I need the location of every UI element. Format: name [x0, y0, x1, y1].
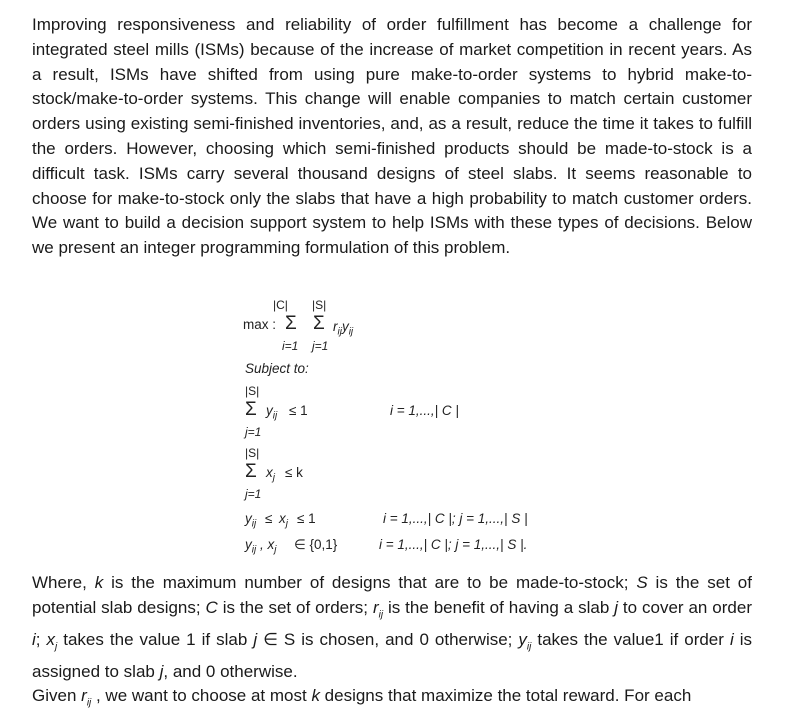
c2-term: $x_j$	[266, 465, 275, 484]
c2-sum-upper: |S|	[245, 446, 260, 460]
sum-symbol-i: Σ	[285, 313, 297, 334]
c3-lhs: $y_{ij}$	[245, 511, 257, 530]
c1-rhs: ≤ 1	[289, 403, 308, 418]
c4-domain: ∈ {0,1}	[294, 537, 338, 552]
c1-sum-lower: j=1	[245, 425, 262, 439]
c2-sum-symbol: Σ	[245, 461, 257, 482]
c4-vars: $y_{ij}$ , $x_j$	[245, 537, 277, 556]
c2-sum-lower: j=1	[245, 487, 262, 501]
sum-upper-s: |S|	[312, 298, 327, 312]
objective-term: $r_{ij}y_{ij}$	[333, 319, 354, 338]
c1-term: $y_{ij}$	[266, 403, 278, 422]
c3-range: i = 1,...,| C |; j = 1,...,| S |	[383, 511, 528, 526]
subject-to-label: Subject to:	[245, 361, 309, 376]
intro-paragraph: Improving responsiveness and reliability of order fulfillment has become a challenge for integrated steel mills (ISMs) because of the increase of market competition in recent years. As a result, ISMs have shifted from using pure make-to-order systems to hybrid make-to-stock/make-to-order systems. This change will enable companies to match certain customer orders using existing semi-finished inventories, and, as a result, reduce the time it takes to fulfill the orders. However, choosing which semi-finished products should be made-to-stock is a difficult task. ISMs carry several thousand designs of steel slabs. It seems reasonable to choose for make-to-stock only the slabs that have a high probability to match customer orders. We want to build a decision support system to help ISMs with these types of decisions. Below we present an integer programming formulation of this problem.	[32, 15, 752, 258]
sum-symbol-j: Σ	[313, 313, 325, 334]
c3-var: $x_j$	[279, 511, 288, 530]
c1-sum-upper: |S|	[245, 384, 260, 398]
c3-rhs: ≤ 1	[297, 511, 316, 526]
sum-lower-j: j=1	[312, 339, 329, 353]
objective-prefix: max :	[243, 317, 277, 332]
c1-sum-symbol: Σ	[245, 399, 257, 420]
c1-range: i = 1,...,| C |	[390, 403, 459, 418]
closing-paragraph: Given $r_{ij}$ , we want to choose at most k designs that maximize the total reward. For each	[32, 686, 692, 709]
c4-range: i = 1,...,| C |; j = 1,...,| S |.	[379, 537, 528, 552]
definitions-paragraph: Where, k is the maximum number of designs that are to be made-to-stock; S is the set of potential slab designs; C is the set of orders; $r_{ij}$ is the benefit of having a slab j to cover an order i; $x_j$ takes the value 1 if slab j ∈ S is chosen, and 0 otherwise; $y_{ij}$ takes the value1 if order i is assigned to slab j, and 0 otherwise.	[32, 573, 752, 682]
c3-mid: ≤	[265, 511, 273, 526]
c2-rhs: ≤ k	[285, 465, 303, 480]
sum-upper-c: |C|	[273, 298, 288, 312]
sum-lower-i: i=1	[282, 339, 299, 353]
